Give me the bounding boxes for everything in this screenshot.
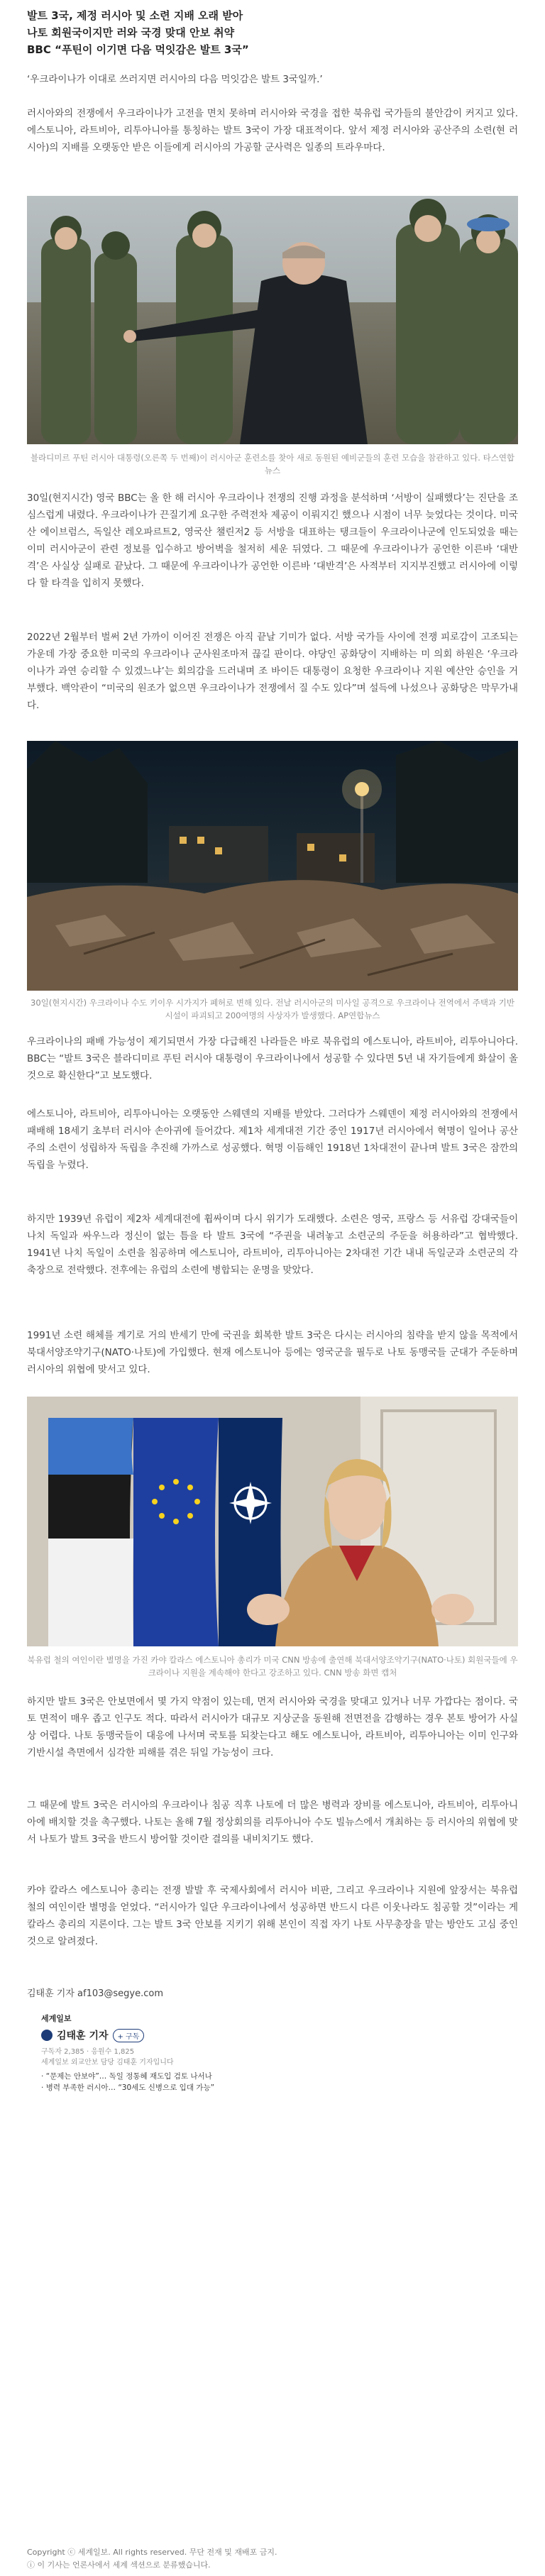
profile-stats: 구독자 2,385 · 응원수 1,825: [41, 2048, 135, 2056]
paragraph: 2022년 2월부터 벌써 2년 가까이 이어진 전쟁은 아직 끝날 기미가 없다. 서방 국가들 사이에 전쟁 피로감이 고조되는 가운데 가장 중요한 미국의 우크라이나 군사원조마저 끊길 판이다. 야당인 공화당이 지배하는 미 의회 하원은 ‘우크라이나가 과연 승리할 수 있겠느냐’는 회의감을 드러내며 조 바이든 대통령이 요청한 우크라이나 지원 예산안 승인을 거부했다. 백악관이 “미국의 원조가 없으면 우크라이나가 전쟁에서 질 수도 있다”며 설득에 나섰으나 공화당은 막무가내다.: [27, 632, 518, 711]
profile-links: [41, 2071, 240, 2093]
photo-kallas: [27, 1397, 518, 1646]
paragraph: 카야 칼라스 에스토니아 총리는 전쟁 발발 후 국제사회에서 러시아 비판, 그리고 우크라이나 지원에 앞장서는 북유럽 철의 여인이란 별명을 얻었다. “러시아가 일단 우크라이나에서 성공하면 반드시 다른 이웃나라도 침공할 것”이라는 게 칼라스 총리의 지론이다. 그는 발트 3국 안보를 지키기 위해 본인이 직접 자기 나토 사무총장을 맡는 방안도 고심 중인 것으로 알려졌다.: [27, 1885, 518, 1947]
paragraph: ‘우크라이나가 이대로 쓰러지면 러시아의 다음 먹잇감은 발트 3국일까.’: [27, 74, 323, 85]
profile-brand: 세계일보: [41, 2014, 72, 2023]
profile-header: [41, 2028, 240, 2042]
paragraph: 1991년 소련 해체를 계기로 거의 반세기 만에 국권을 회복한 발트 3국은 다시는 러시아의 침략을 받지 않을 목적에서 북대서양조약기구(NATO·나토)에 가입했다. 현재 에스토니아 등에는 영국군을 필두로 나토 동맹국들 군대가 주둔하며 러시아의 위협에 맞서고 있다.: [27, 1330, 518, 1375]
photo-putin-soldiers-image: [27, 196, 518, 444]
paragraph: 30일(현지시간) 영국 BBC는 올 한 해 러시아 우크라이나 전쟁의 진행 과정을 분석하며 ‘서방이 실패했다’는 진단을 조심스럽게 내렸다. 우크라이나가 끈질기게 요구한 주력전차 제공이 이뤄지긴 했으나 시점이 너무 늦었다는 것이다. 미국산 에이브럼스, 독일산 레오파르트2, 영국산 챌린저2 등 서방을 대표하는 탱크들이 우크라이나군에 인도되었을 때는 이미 러시아군이 관련 정보를 입수하고 방어벽을 철저히 세운 뒤였다. 그 때문에 우크라이나가 공언한 이른바 ‘대반격’은 사실상 실패로 끝났다. 그 때문에 우크라이나가 공언한 이른바 ‘대반격’은 사적부터 지지부진했고 러시아에 이렇다 할 타격을 입히지 못했다.: [27, 492, 518, 589]
reporter-profile: [27, 2013, 240, 2093]
paragraph: 그 때문에 발트 3국은 러시아의 우크라이나 침공 직후 나토에 더 많은 병력과 장비를 에스토니아, 라트비아, 리투아니아에 배치할 것을 촉구했다. 나토는 올해 7월 정상회의를 리투아니아 수도 빌뉴스에서 개최하는 등 러시아의 위협에 맞서 나토가 발트 3국을 반드시 방어할 것이란 결의를 내비치기도 했다.: [27, 1800, 518, 1845]
photo-putin-soldiers: [27, 196, 518, 444]
caption-putin: 블라디미르 푸틴 러시아 대통령(오른쪽 두 번째)이 러시아군 훈련소를 찾아 새로 동원된 예비군들의 훈련 모습을 참관하고 있다. 타스연합뉴스: [30, 453, 515, 475]
photo-kyiv-ruins-image: [27, 741, 518, 991]
paragraph: 하지만 1939년 유럽이 제2차 세계대전에 휩싸이며 다시 위기가 도래했다. 소련은 영국, 프랑스 등 서유럽 강대국들이 나치 독일과 싸우느라 정신이 없는 틈을 타 발트 3국에 “주권을 내려놓고 소련군의 주둔을 허용하라”고 협박했다. 1941년 나치 독일이 소련을 침공하며 에스토니아, 라트비아, 리투아니아는 2차대전 기간 내내 독일군과 소련군의 각축장으로 전락했다. 전후에는 유럽의 소련에 병합되는 운명을 맞았다.: [27, 1213, 518, 1276]
byline: 김태훈 기자 af103@segye.com: [27, 1988, 164, 1999]
caption-kyiv: 30일(현지시간) 우크라이나 수도 키이우 시가지가 폐허로 변해 있다. 전날 러시아군의 미사일 공격으로 우크라이나 전역에서 주택과 기반시설이 파괴되고 200여명의 사상자가 발생했다. AP연합뉴스: [31, 998, 514, 1020]
subhead-line: 나토 회원국이지만 러와 국경 맞대 안보 취약: [27, 26, 235, 39]
copyright: Copyright ⓒ 세계일보. All rights reserved. 무단 전재 및 재배포 금지.: [27, 2548, 277, 2557]
info-icon: ⓘ: [27, 2560, 38, 2570]
profile-desc: 세계일보 외교안보 담당 김태훈 기자입니다: [41, 2059, 174, 2066]
profile-avatar-icon: [41, 2030, 53, 2041]
subscribe-button[interactable]: + 구독: [113, 2029, 145, 2042]
paragraph: 러시아와의 전쟁에서 우크라이나가 고전을 면치 못하며 러시아와 국경을 접한 북유럽 국가들의 불안감이 커지고 있다. 에스토니아, 라트비아, 리투아니아를 통칭하는 발트 3국이 가장 대표적이다. 앞서 제정 러시아와 공산주의 소련(현 러시아)의 지배를 오랫동안 받은 이들에게 러시아의 가공할 군사력은 일종의 트라우마다.: [27, 108, 518, 153]
profile-link[interactable]: · “문제는 안보야”… 독일 정통혜 재도입 검토 나서나: [41, 2072, 212, 2081]
subhead-line: 발트 3국, 제정 러시아 및 소련 지배 오래 받아: [27, 9, 243, 22]
paragraph: 하지만 발트 3국은 안보면에서 몇 가지 약점이 있는데, 먼저 러시아와 국경을 맞대고 있거나 너무 가깝다는 점이다. 국토 면적이 매우 좁고 인구도 적다. 따라서 러시아가 대규모 지상군을 동원해 전면전을 감행하는 경우 본토 방어가 사실상 어렵다. 나토 동맹국들이 대응에 나서며 국토를 되찾는다고 해도 에스토니아, 라트비아, 리투아니아는 이미 인구와 기반시설 측면에서 심각한 피해를 겪은 뒤일 가능성이 크다.: [27, 1696, 518, 1758]
subheads: [27, 0, 518, 58]
caption-kallas: 북유럽 철의 여인이란 별명을 가진 카야 칼라스 에스토니아 총리가 미국 CNN 방송에 출연해 북대서양조약기구(NATO·나토) 회원국들에 우크라이나 지원을 계속해야 한다고 강조하고 있다. CNN 방송 화면 캡처: [27, 1655, 518, 1678]
paragraph: 에스토니아, 라트비아, 리투아니아는 오랫동안 스웨덴의 지배를 받았다. 그러다가 스웨덴이 제정 러시아와의 전쟁에서 패배해 18세기 초부터 러시아 손아귀에 들어갔다. 제1차 세계대전 기간 중인 1917년 러시아에서 혁명이 일어나 공산주의 소련이 성립하자 독립을 추진해 가까스로 성공했다. 혁명 이듬해인 1918년 1차대전이 끝나며 발트 3국은 잠깐의 독립을 누렸다.: [27, 1108, 518, 1171]
photo-kallas-image: [27, 1397, 518, 1646]
profile-name[interactable]: 김태훈 기자: [57, 2030, 109, 2042]
paragraph: 우크라이나의 패배 가능성이 제기되면서 가장 다급해진 나라들은 바로 북유럽의 에스토니아, 라트비아, 리투아니아다. BBC는 “발트 3국은 블라디미르 푸틴 러시아 대통령이 우크라이나에서 성공할 수 있다면 5년 내 자기들에게 화살이 올 것으로 확신한다”고 보도했다.: [27, 1036, 518, 1081]
photo-kyiv-ruins: [27, 741, 518, 991]
subhead-line: BBC “푸틴이 이기면 다음 먹잇감은 발트 3국”: [27, 43, 249, 56]
profile-link[interactable]: · 병력 부족한 러시아… “30세도 신병으로 입대 가능”: [41, 2084, 215, 2092]
section-note: ⓘ 이 기사는 언론사에서 세계 섹션으로 분류했습니다.: [27, 2560, 211, 2570]
